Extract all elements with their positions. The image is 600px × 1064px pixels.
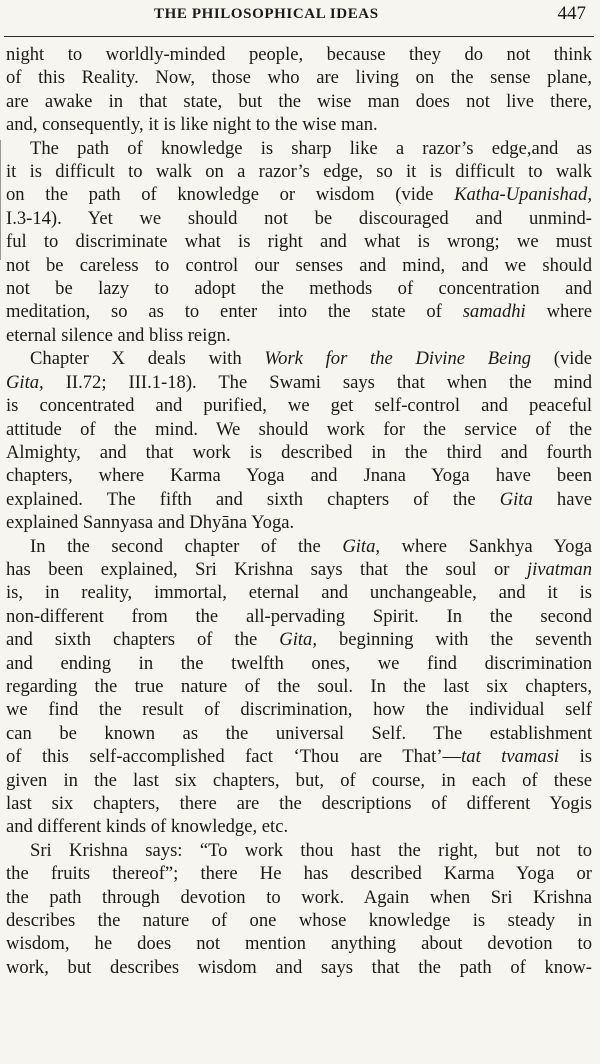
text-run: beginning with the seventh [316, 629, 593, 651]
text-run: I.3-14). Yet we should not be discouraged and unmind- [6, 207, 592, 229]
text-run: we find the result of discrimination, how the individual self [6, 699, 592, 721]
text-line [6, 441, 592, 464]
text-run: not be lazy to adopt the methods of concentration and [6, 278, 592, 300]
italic-term: Gita [499, 488, 533, 510]
text-line [6, 815, 592, 838]
text-line [6, 792, 592, 815]
text-run: non-different from the all-pervading Spirit. In the second [6, 605, 592, 627]
text-line [6, 347, 592, 370]
text-run: and sixth chapters of the [6, 629, 280, 651]
text-run: ful to discriminate what is right and what is wrong; we must [6, 231, 592, 253]
italic-term: samadhi [462, 301, 526, 323]
text-run: night to worldly-minded people, because they do not think [6, 44, 592, 65]
text-line [6, 675, 592, 698]
text-line [6, 160, 592, 183]
text-line [6, 43, 592, 66]
italic-term: Gita, [279, 629, 317, 651]
text-run: In the second chapter of the [30, 535, 343, 557]
text-run: chapters, where Karma Yoga and Jnana Yoga have been [6, 465, 592, 487]
text-run: have [532, 488, 592, 510]
text-run: regarding the true nature of the soul. In the last six chapters, [6, 675, 592, 697]
text-run: eternal silence and bliss reign. [6, 324, 231, 346]
text-run: and, consequently, it is like night to the wise man. [6, 114, 378, 136]
text-run: where Sankhya Yoga [380, 535, 592, 557]
text-line [6, 558, 592, 581]
text-line [6, 418, 592, 441]
text-line [6, 277, 592, 300]
text-run: Almighty, and that work is described in the third and fourth [6, 441, 592, 463]
italic-term: Work for the Divine Being [264, 348, 532, 370]
text-run: the path through devotion to work. Again when Sri Krishna [6, 886, 592, 908]
text-run: and ending in the twelfth ones, we find discrimination [6, 652, 592, 674]
text-line [6, 371, 592, 394]
text-line [6, 183, 592, 206]
italic-term: Katha-Upanishad, [454, 184, 592, 206]
text-line [6, 652, 592, 675]
text-run: on the path of knowledge or wisdom (vide [6, 184, 455, 206]
text-run: the fruits thereof”; there He has described Karma Yoga or [6, 863, 592, 885]
text-line [6, 769, 592, 792]
text-line [6, 722, 592, 745]
text-line [6, 137, 592, 160]
text-run: not be careless to control our senses and mind, and we should [6, 254, 592, 276]
text-line [6, 113, 592, 136]
text-run: explained. The fifth and sixth chapters of the [6, 488, 500, 510]
text-line [6, 862, 592, 885]
text-run: of this Reality. Now, those who are living on the sense plane, [6, 67, 592, 89]
text-run: wisdom, he does not mention anything about devotion to [6, 933, 592, 955]
text-run: is, in reality, immortal, eternal and unchangeable, and it is [6, 582, 592, 604]
text-run: is concentrated and purified, we get self-control and peaceful [6, 395, 592, 417]
text-run: where [525, 301, 592, 323]
text-line [6, 886, 592, 909]
text-run: can be known as the universal Self. The establishment [6, 722, 592, 744]
text-run: (vide [531, 348, 592, 370]
text-line [6, 207, 592, 230]
text-run: work, but describes wisdom and says that the path of know- [6, 956, 592, 978]
text-line [6, 230, 592, 253]
text-run: of this self-accomplished fact ‘Thou are That’— [6, 746, 462, 768]
text-run: Chapter X deals with [30, 348, 265, 370]
text-run: II.72; III.1-18). The Swami says that when the mind [43, 371, 592, 393]
text-line [6, 932, 592, 955]
text-line [6, 839, 592, 862]
text-run: are awake in that state, but the wise man does not live there, [6, 90, 592, 112]
text-line [6, 628, 592, 651]
text-run: describes the nature of one whose knowledge is steady in [6, 910, 592, 932]
body-text [6, 43, 592, 979]
text-line [6, 90, 592, 113]
text-run: given in the last six chapters, but, of course, in each of these [6, 769, 592, 791]
text-line [6, 254, 592, 277]
italic-term: Gita, [342, 535, 381, 557]
text-run: meditation, so as to enter into the state of [6, 301, 463, 323]
text-line [6, 394, 592, 417]
text-run: Sri Krishna says: “To work thou hast the right, but not to [30, 839, 592, 861]
text-line [6, 745, 592, 768]
running-header [4, 2, 594, 37]
text-line [6, 324, 592, 347]
page-number: 447 [557, 3, 586, 24]
page-edge-line [0, 140, 1, 260]
text-line [6, 66, 592, 89]
text-run: and different kinds of knowledge, etc. [6, 816, 289, 838]
text-line [6, 698, 592, 721]
text-run: has been explained, Sri Krishna says that the soul or [6, 558, 527, 580]
text-line [6, 300, 592, 323]
italic-term: Gita, [6, 371, 44, 393]
text-line [6, 909, 592, 932]
text-run: attitude of the mind. We should work for the service of the [6, 418, 592, 440]
text-line [6, 464, 592, 487]
text-line [6, 605, 592, 628]
text-run: last six chapters, there are the descriptions of different Yogis [6, 793, 592, 814]
italic-term: tat tvamasi [461, 746, 560, 768]
text-run: is [559, 746, 592, 768]
text-line [6, 535, 592, 558]
text-line [6, 956, 592, 979]
text-run: it is difficult to walk on a razor’s edge, so it is difficult to walk [6, 161, 592, 183]
text-line [6, 581, 592, 604]
text-run: The path of knowledge is sharp like a razor’s edge,and as [30, 137, 592, 159]
text-run: explained Sannyasa and Dhyāna Yoga. [6, 512, 295, 534]
running-title: THE PHILOSOPHICAL IDEAS [154, 6, 379, 22]
text-line [6, 488, 592, 511]
text-line [6, 511, 592, 534]
italic-term: jivatman [526, 558, 592, 580]
